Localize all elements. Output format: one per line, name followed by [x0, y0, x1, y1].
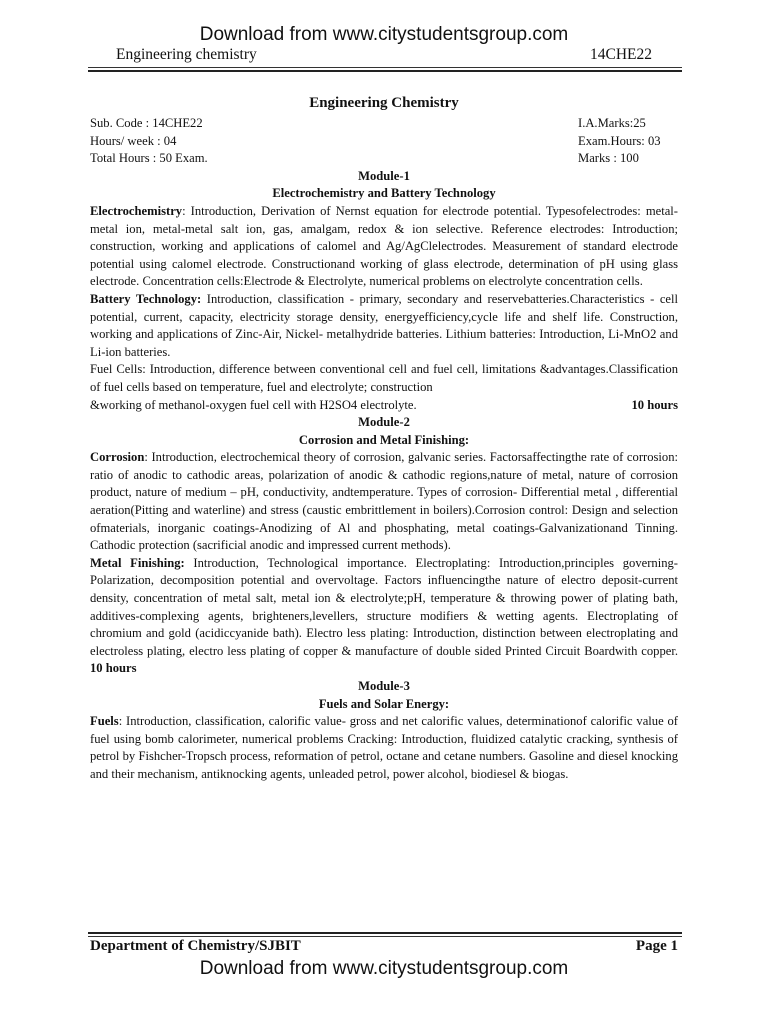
- topic-text: Fuel Cells: Introduction, difference between conventional cell and fuel cell, limitations &advantages.Classification of fuel cells based on temperature, fuel and electrolyte; construction: [90, 362, 678, 394]
- running-header: [116, 46, 652, 64]
- document-title: Engineering Chemistry: [309, 95, 459, 111]
- topic-text: : Introduction, classification, calorific value- gross and net calorific values, determinationof calorific value of fuel using bomb calorimeter, numerical problems Cracking: Introduction, fluidized catalytic cracking, synthesis of petrol by Fishcher-Tropsch process, reformation of petrol, octane and cetane numbers. Gasoline and diesel knocking and their mechanism, antiknocking agents, unleaded petrol, power alcohol, biodiesel & biogas.: [90, 714, 678, 781]
- footer-department: Department of Chemistry/SJBIT: [90, 938, 301, 954]
- running-header-left: Engineering chemistry: [116, 46, 257, 63]
- topic-text: Introduction, classification - primary, secondary and reservebatteries.Characteristics - cell potential, current, capacity, electricity storage density, energyefficiency,cycle life and shelf life. Construction, working and applications of Zinc-Air, Nickel- metalhydride batteries. Lithium batteries: Introduction, Li-MnO2 and Li-ion batteries.: [90, 291, 679, 359]
- module-3-label: Module-3: [358, 679, 410, 693]
- module-2-corrosion: [90, 449, 678, 555]
- meta-row: [90, 133, 678, 151]
- module-1-fuel-cells: [90, 361, 678, 396]
- module-1-hours: 10 hours: [631, 397, 678, 412]
- page-footer: [90, 938, 678, 955]
- download-banner-top: Download from www.citystudentsgroup.com: [199, 24, 569, 45]
- page-number: Page 1: [635, 938, 678, 954]
- module-2-label: Module-2: [358, 415, 410, 430]
- meta-row: [90, 115, 678, 133]
- module-3-fuels: [90, 713, 678, 783]
- module-1-last-line: [90, 397, 678, 415]
- topic-heading: Metal Finishing:: [90, 555, 185, 570]
- topic-text: : Introduction, Derivation of Nernst equation for electrode potential. Typesofelectrodes: metal-metal ion, metal-metal salt ion, gas, amalgam, redox & ion selective. Reference electrodes: Introduction; construction, working and applications of calomel and Ag/AgClelectrodes. Measurement of standard electrode potential using calomel electrode. Constructionand working of glass electrode, determination of pH using glass electrode. Concentration cells:Electrode & Electrolyte, numerical problems on electrolyte concentration cells.: [90, 203, 678, 289]
- meta-left: Total Hours : 50 Exam.: [90, 151, 208, 166]
- topic-heading: Corrosion: [90, 450, 145, 465]
- topic-heading: Electrochemistry: [90, 203, 183, 218]
- module-1-electrochemistry: [90, 203, 678, 291]
- meta-right: I.A.Marks:25: [578, 116, 646, 130]
- module-1-title: Electrochemistry and Battery Technology: [272, 186, 496, 201]
- topic-text: &working of methanol-oxygen fuel cell with H2SO4 electrolyte.: [90, 397, 417, 412]
- module-2-title: Corrosion and Metal Finishing:: [298, 432, 470, 447]
- topic-text: Introduction, Technological importance. Electroplating: Introduction,principles governing-Polarization, decomposition potential and overvoltage. Factors influencingthe nature of electro deposit-current density, concentration of metal salt, metal ion & electrolyte;pH, temperature & throwing power of plating bath, additives-complexing agents, brighteners,levellers, structure modifiers & wetting agents. Electroplating of chromium and gold (acidiccyanide bath). Electro less plating: Introduction, distinction between electroplating and electroless plating, electro less plating of copper & manufacture of double sided Printed Circuit Boardwith copper.: [90, 555, 678, 658]
- module-1-battery: [90, 291, 678, 361]
- footer-rule: [88, 932, 682, 937]
- meta-left: Sub. Code : 14CHE22: [90, 116, 203, 130]
- running-header-right: 14CHE22: [590, 46, 652, 63]
- topic-heading: Battery Technology:: [90, 291, 202, 306]
- module-2-hours: 10 hours: [90, 661, 137, 676]
- module-3-title: Fuels and Solar Energy:: [318, 696, 450, 711]
- download-banner-bottom: Download from www.citystudentsgroup.com: [199, 958, 569, 979]
- module-1-label: Module-1: [358, 168, 410, 183]
- meta-right: Marks : 100: [578, 151, 639, 166]
- topic-text: : Introduction, electrochemical theory of corrosion, galvanic series. Factorsaffectingthe rate of corrosion: ratio of anodic to cathodic areas, polarization of anodic & cathodic regions,nature of metal, nature of corrosion product, nature of medium – pH, conductivity, andtemperature. Types of corrosion- Differential metal , differential aeration(Pitting and waterline) and stress (caustic embrittlement in boilers).Corrosion control: Design and selection ofmaterials, inorganic coatings-Anodizing of Al and phosphating, metal coatings-Galvanizationand Tinning. Cathodic protection (sacrificial anodic and impressed current methods).: [90, 450, 678, 553]
- header-rule: [88, 67, 682, 72]
- syllabus-content: [90, 94, 678, 784]
- module-2-metal-finishing: [90, 555, 678, 678]
- topic-heading: Fuels: [90, 714, 119, 729]
- meta-row: [90, 150, 678, 168]
- meta-left: Hours/ week : 04: [90, 133, 177, 148]
- meta-right: Exam.Hours: 03: [578, 133, 661, 148]
